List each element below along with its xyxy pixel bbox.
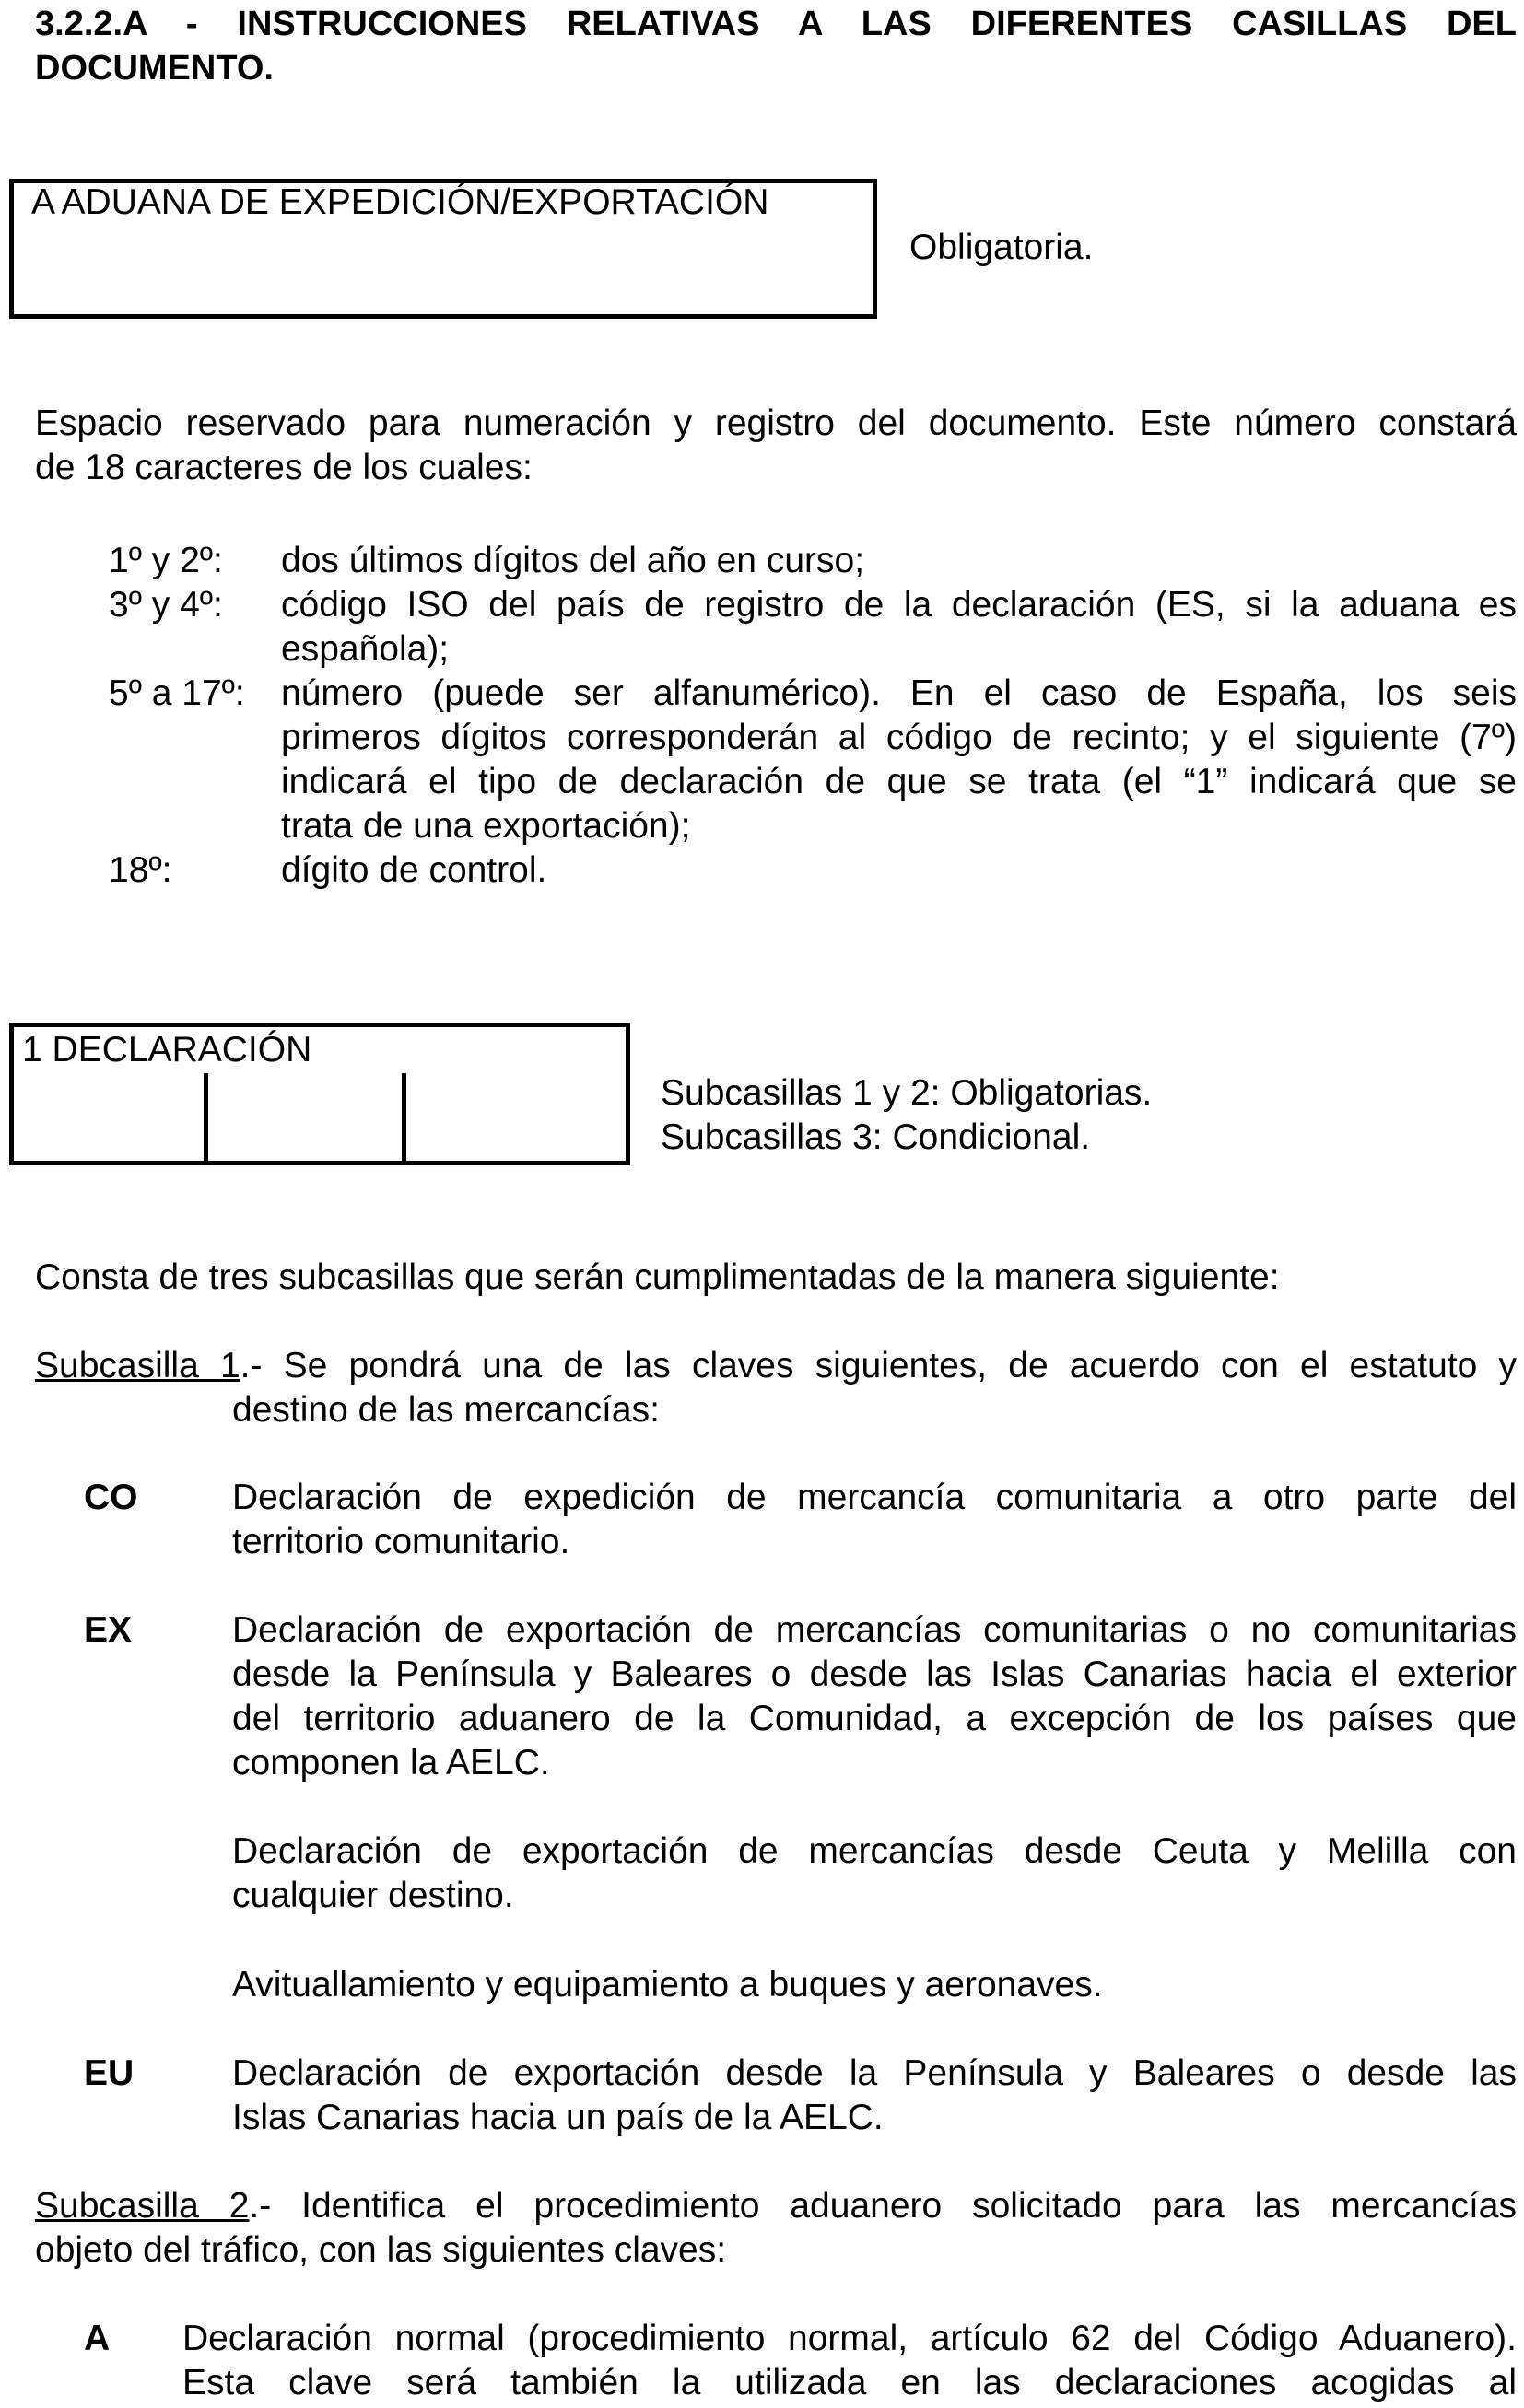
- char-list-value: dígito de control.: [281, 850, 547, 890]
- char-list-value: primeros dígitos corresponderán al código de recinto; y el siguiente (7º): [281, 718, 1517, 757]
- box-a-intro-line2: de 18 caracteres de los cuales:: [35, 448, 533, 487]
- code-a: A: [84, 2319, 111, 2358]
- box-a-requirement: Obligatoria.: [909, 228, 1094, 267]
- subcasilla-1-text: .- Se pondrá una de las claves siguientes, de acuerdo con el estatuto y: [240, 1346, 1517, 1385]
- code-ex-desc: desde la Península y Baleares o desde las Islas Canarias hacia el exterior: [232, 1654, 1517, 1694]
- box-1-divider: [402, 1073, 406, 1165]
- box-1-title: 1 DECLARACIÓN: [22, 1030, 312, 1070]
- code-ex-extra: Avituallamiento y equipamiento a buques y aeronaves.: [232, 1965, 1103, 2005]
- subcasilla-2-line2: objeto del tráfico, con las siguientes claves:: [35, 2230, 727, 2270]
- code-ex-desc: Declaración de exportación de mercancías comunitarias o no comunitarias: [232, 1610, 1517, 1650]
- subcasilla-1-label: Subcasilla 1: [35, 1346, 240, 1385]
- box-a-intro-line1: Espacio reservado para numeración y registro del documento. Este número constará: [35, 403, 1517, 443]
- code-co: CO: [84, 1478, 138, 1517]
- subcasilla-2-line1: [35, 2184, 1517, 2228]
- section-heading-line2: DOCUMENTO.: [35, 49, 274, 88]
- char-list-label: 18º:: [109, 850, 172, 890]
- char-list-label: 5º a 17º:: [109, 673, 245, 713]
- code-ex-desc: componen la AELC.: [232, 1743, 550, 1783]
- char-list-label: 1º y 2º:: [109, 541, 223, 580]
- box-1-requirement-line2: Subcasillas 3: Condicional.: [661, 1117, 1091, 1157]
- char-list-label: 3º y 4º:: [109, 585, 223, 625]
- code-ex: EX: [84, 1610, 133, 1650]
- subcasilla-1-line2: destino de las mercancías:: [232, 1390, 660, 1430]
- char-list-value: española);: [281, 629, 450, 669]
- code-eu: EU: [84, 2053, 135, 2093]
- box-1-intro: Consta de tres subcasillas que serán cumplimentadas de la manera siguiente:: [35, 1257, 1280, 1297]
- code-a-desc: Declaración normal (procedimiento normal, artículo 62 del Código Aduanero).: [182, 2319, 1517, 2358]
- code-ex-extra: cualquier destino.: [232, 1876, 514, 1915]
- code-ex-desc: del territorio aduanero de la Comunidad, a excepción de los países que: [232, 1699, 1517, 1738]
- char-list-value: indicará el tipo de declaración de que se trata (el “1” indicará que se: [281, 762, 1517, 801]
- box-1-divider: [204, 1073, 208, 1165]
- char-list-value: código ISO del país de registro de la declaración (ES, si la aduana es: [281, 585, 1517, 625]
- code-a-desc: Esta clave será también la utilizada en las declaraciones acogidas al: [182, 2363, 1517, 2402]
- char-list-value: número (puede ser alfanumérico). En el caso de España, los seis: [281, 673, 1517, 713]
- box-1-requirement-line1: Subcasillas 1 y 2: Obligatorias.: [661, 1073, 1153, 1113]
- box-a-title: A ADUANA DE EXPEDICIÓN/EXPORTACIÓN: [31, 182, 769, 222]
- code-ex-extra: Declaración de exportación de mercancías desde Ceuta y Melilla con: [232, 1831, 1517, 1871]
- code-eu-desc: Islas Canarias hacia un país de la AELC.: [232, 2098, 884, 2137]
- code-eu-desc: Declaración de exportación desde la Península y Baleares o desde las: [232, 2053, 1517, 2093]
- code-co-desc: territorio comunitario.: [232, 1522, 570, 1561]
- subcasilla-2-label: Subcasilla 2: [35, 2186, 250, 2226]
- char-list-value: dos últimos dígitos del año en curso;: [281, 541, 865, 580]
- subcasilla-1-line1: [35, 1344, 1517, 1388]
- code-co-desc: Declaración de expedición de mercancía comunitaria a otro parte del: [232, 1478, 1517, 1517]
- char-list-value: trata de una exportación);: [281, 806, 691, 846]
- section-heading-line1: 3.2.2.A - INSTRUCCIONES RELATIVAS A LAS DIFERENTES CASILLAS DEL: [35, 5, 1517, 43]
- subcasilla-2-text: .- Identifica el procedimiento aduanero solicitado para las mercancías: [249, 2186, 1517, 2226]
